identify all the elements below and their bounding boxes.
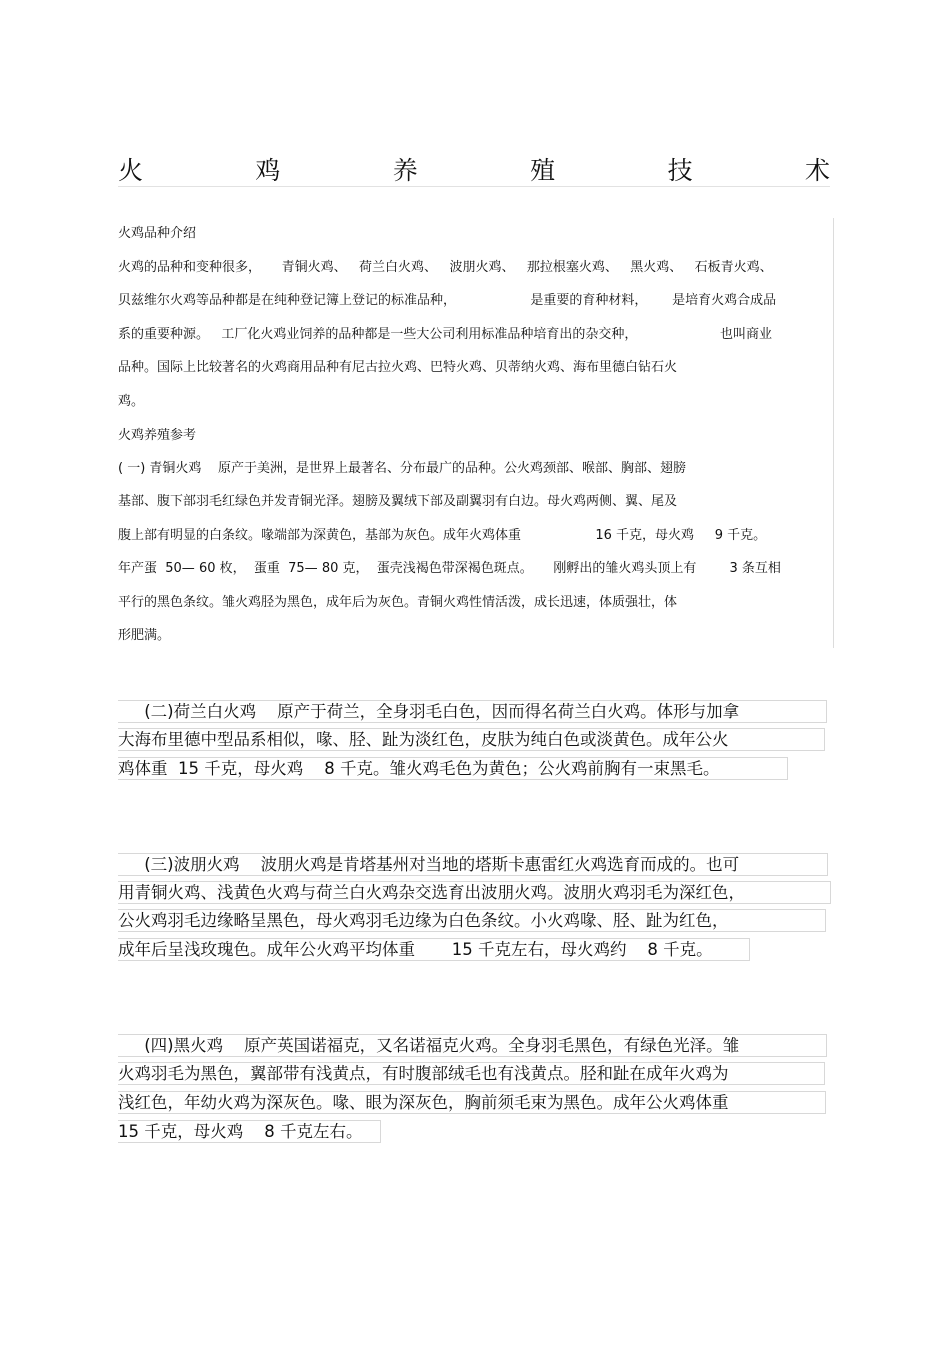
text-line: 形肥满。: [118, 628, 171, 643]
text-line: (二)荷兰白火鸡 原产于荷兰，全身羽毛白色，因而得名荷兰白火鸡。体形与加拿: [118, 700, 827, 723]
text-line: 成年后呈浅玫瑰色。成年公火鸡平均体重 15 千克左右，母火鸡约 8 千克。: [118, 938, 750, 961]
title-char: 殖: [530, 156, 556, 185]
text-line: 大海布里德中型品系相似，喙、胫、趾为淡红色，皮肤为纯白色或淡黄色。成年公火: [118, 728, 825, 751]
text-line: 15 千克，母火鸡 8 千克左右。: [118, 1120, 381, 1143]
text-line: 火鸡羽毛为黑色，翼部带有浅黄点，有时腹部绒毛也有浅黄点。胫和趾在成年火鸡为: [118, 1062, 825, 1085]
text-line: 腹上部有明显的白条纹。喙端部为深黄色，基部为灰色。成年火鸡体重 16 千克，母火鸡 9 千克。: [118, 528, 767, 543]
section-breeds-intro: [118, 218, 834, 648]
text-line: 平行的黑色条纹。雏火鸡胫为黑色，成年后为灰色。青铜火鸡性情活泼，成长迅速，体质强壮，体: [118, 595, 678, 610]
text-line: 系的重要种源。 工厂化火鸡业饲养的品种都是一些大公司利用标准品种培育出的杂交种， 也叫商业: [118, 327, 773, 342]
section-heading-breeds: 火鸡品种介绍: [118, 226, 197, 241]
text-line: 品种。国际上比较著名的火鸡商用品种有尼古拉火鸡、巴特火鸡、贝蒂纳火鸡、海布里德白钻石火: [118, 360, 678, 375]
text-line: ( 一) 青铜火鸡 原产于美洲，是世界上最著名、分布最广的品种。公火鸡颈部、喉部、胸部、翅膀: [118, 461, 686, 476]
document-title: [118, 152, 830, 187]
title-char: 技: [667, 156, 693, 185]
text-line: 火鸡的品种和变种很多， 青铜火鸡、 荷兰白火鸡、 波朋火鸡、 那拉根塞火鸡、 黑火鸡、 石板青火鸡、: [118, 260, 773, 275]
title-char: 鸡: [255, 156, 281, 185]
text-line: 公火鸡羽毛边缘略呈黑色，母火鸡羽毛边缘为白色条纹。小火鸡喙、胫、趾为红色，: [118, 909, 826, 932]
text-line: 鸡体重 15 千克，母火鸡 8 千克。雏火鸡毛色为黄色；公火鸡前胸有一束黑毛。: [118, 757, 788, 780]
text-line: 基部、腹下部羽毛红绿色并发青铜光泽。翅膀及翼绒下部及副翼羽有白边。母火鸡两侧、翼、尾及: [118, 494, 678, 509]
text-line: (三)波朋火鸡 波朋火鸡是肯塔基州对当地的塔斯卡惠雷红火鸡选育而成的。也可: [118, 853, 828, 876]
title-char: 术: [804, 156, 830, 185]
text-line: 年产蛋 50— 60 枚， 蛋重 75— 80 克， 蛋壳浅褐色带深褐色斑点。 刚孵出的雏火鸡头顶上有 3 条互相: [118, 561, 781, 576]
text-line: 用青铜火鸡、浅黄色火鸡与荷兰白火鸡杂交选育出波朋火鸡。波朋火鸡羽毛为深红色，: [118, 881, 831, 904]
text-line: 贝兹维尔火鸡等品种都是在纯种登记簿上登记的标准品种， 是重要的育种材料， 是培育火鸡合成品: [118, 293, 777, 308]
section-heading-reference: 火鸡养殖参考: [118, 428, 197, 443]
title-char: 火: [118, 156, 144, 185]
text-line: 鸡。: [118, 394, 145, 409]
text-line: (四)黑火鸡 原产英国诺福克，又名诺福克火鸡。全身羽毛黑色，有绿色光泽。雏: [118, 1034, 827, 1057]
text-line: 浅红色，年幼火鸡为深灰色。喙、眼为深灰色，胸前须毛束为黑色。成年公火鸡体重: [118, 1091, 826, 1114]
title-char: 养: [392, 156, 418, 185]
